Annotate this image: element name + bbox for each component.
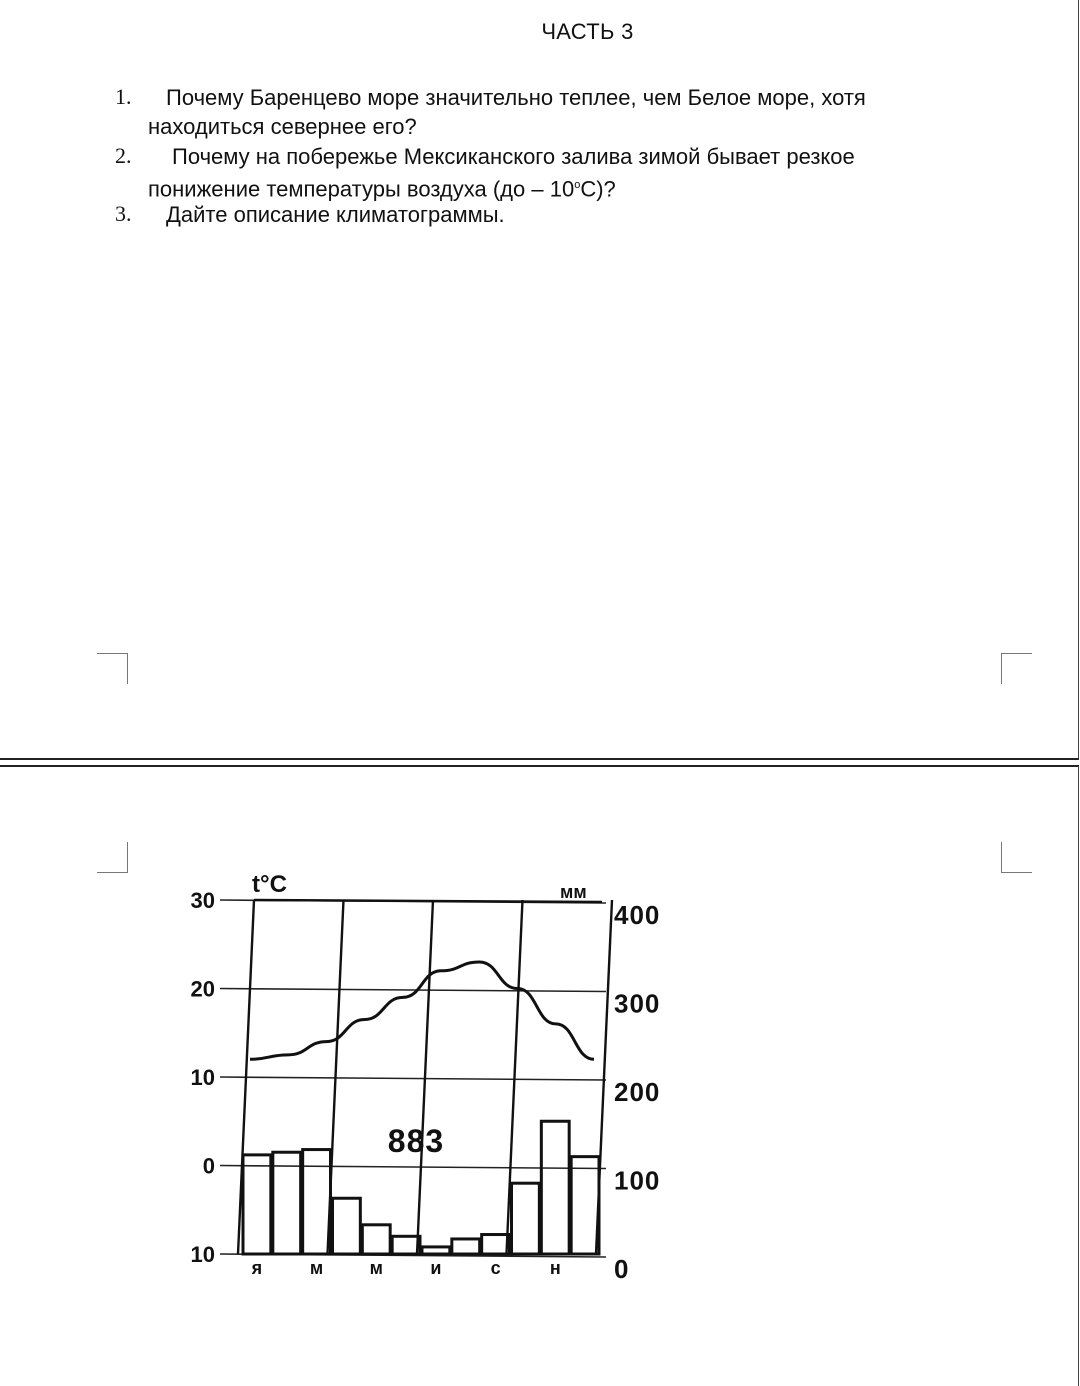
left-tick-label: 10: [190, 1242, 215, 1267]
temperature-line: [250, 962, 594, 1059]
month-label: н: [549, 1258, 561, 1278]
right-tick-label: 300: [614, 988, 661, 1019]
precipitation-bar: [571, 1157, 599, 1254]
vertical-line: [417, 900, 433, 1254]
question-1-line-1: Почему Баренцево море значительно теплее, чем Белое море, хотя: [166, 85, 866, 110]
grid-line: [220, 1166, 606, 1169]
right-tick-label: 0: [614, 1254, 630, 1284]
right-tick-label: 100: [614, 1165, 661, 1196]
crop-mark-bottom-left: [97, 653, 128, 684]
precipitation-bar: [362, 1225, 390, 1254]
temperature-curve: [250, 962, 594, 1059]
precipitation-bar: [392, 1236, 420, 1254]
question-2-line-1: Почему на побережье Мексиканского залива зимой бывает резкое: [172, 144, 855, 169]
precipitation-bar: [333, 1198, 361, 1254]
left-tick-label: 0: [202, 1153, 215, 1179]
vertical-line: [507, 900, 523, 1254]
degree-sign: о: [574, 179, 581, 191]
precipitation-bar: [482, 1235, 510, 1254]
month-label: и: [430, 1258, 442, 1278]
question-2-number: 2.: [115, 143, 132, 168]
crop-mark-top-right: [1001, 842, 1032, 873]
left-tick-label: 20: [190, 976, 215, 1002]
grid-line: [220, 1077, 606, 1080]
right-tick-label: 400: [614, 900, 661, 930]
left-axis-label: t°C: [252, 871, 287, 898]
grid-line: [220, 989, 606, 992]
question-2-line-2: понижение температуры воздуха $(до - 10^оС)$?: [148, 176, 616, 202]
precipitation-bar: [452, 1239, 480, 1254]
precipitation-bar: [273, 1152, 301, 1254]
chart-grid: [220, 900, 612, 1257]
annual-precipitation-label: 883: [387, 1123, 445, 1159]
question-1-line-2: находиться севернее его?: [148, 114, 417, 139]
right-axis-label: мм: [560, 882, 587, 902]
precipitation-bar: [243, 1155, 271, 1254]
climatogram-chart: [170, 865, 730, 1295]
precipitation-bar: [422, 1247, 450, 1254]
left-tick-label: 30: [190, 888, 215, 913]
crop-mark-top-left: [97, 842, 128, 873]
question-1-number: 1.: [115, 84, 132, 109]
top-frame-line: [254, 900, 602, 902]
left-tick-label: 10: [190, 1065, 215, 1090]
crop-mark-bottom-right: [1001, 653, 1032, 684]
precipitation-bar: [512, 1183, 540, 1254]
month-label: с: [490, 1258, 501, 1278]
month-label: я: [251, 1258, 263, 1278]
right-tick-label: 200: [614, 1077, 661, 1107]
precipitation-bar: [541, 1121, 569, 1254]
precipitation-bar: [303, 1150, 331, 1254]
month-label: м: [369, 1258, 383, 1278]
question-3-line-1: Дайте описание климатограммы.: [166, 202, 505, 227]
question-3-number: 3.: [115, 201, 132, 226]
page-title: ЧАСТЬ 3: [541, 19, 634, 44]
month-label: м: [309, 1258, 324, 1278]
